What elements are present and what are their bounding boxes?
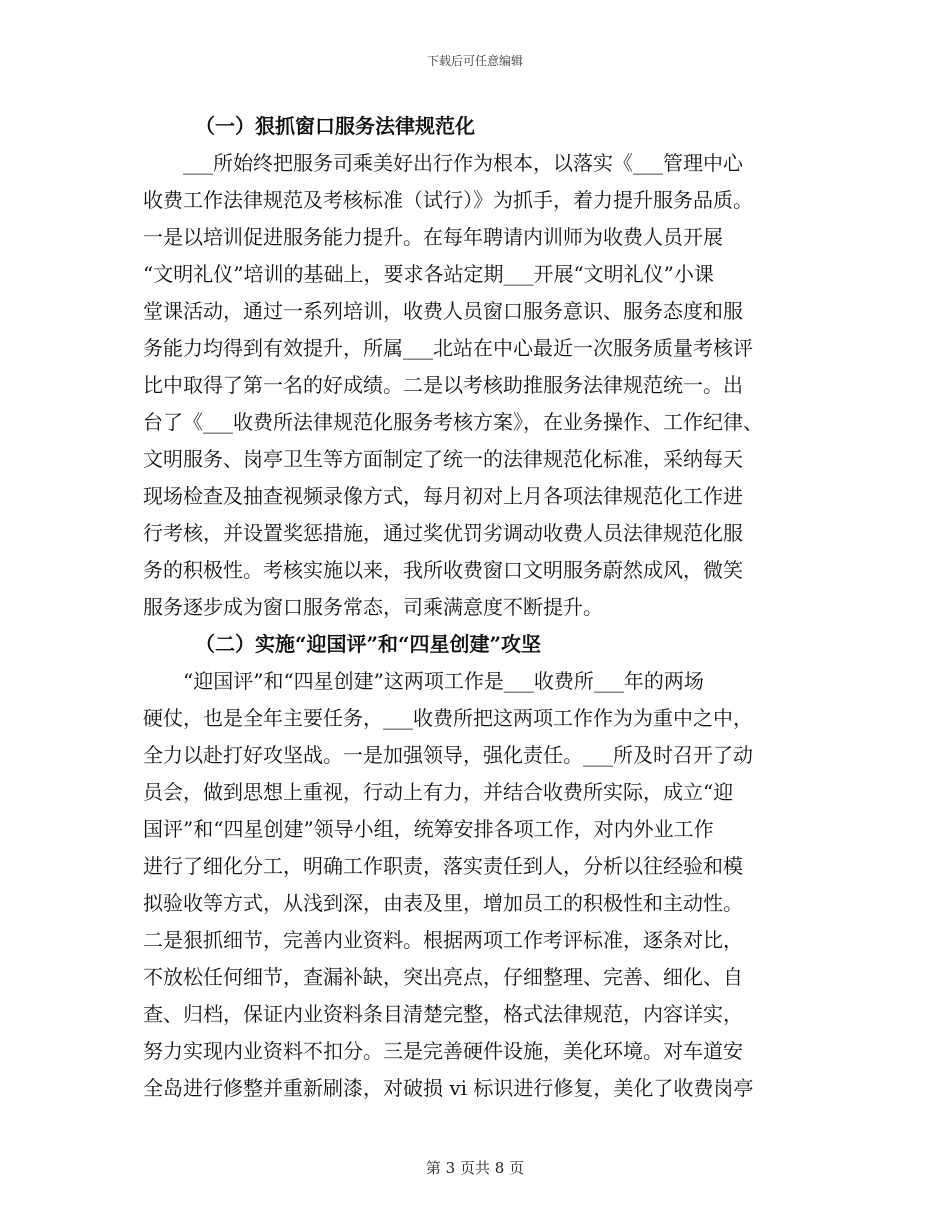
paragraph-line: 努力实现内业资料不扣分。三是完善硬件设施，美化环境。对车道安: [143, 1039, 743, 1063]
paragraph-line: 收费工作法律规范及考核标准（试行）》为抓手，着力提升服务品质。: [143, 188, 753, 212]
paragraph-line: 全岛进行修整并重新刷漆，对破损 vi 标识进行修复，美化了收费岗亭: [143, 1076, 754, 1100]
paragraph-line: “迎国评”和“四星创建”这两项工作是___收费所___年的两场: [183, 669, 704, 693]
paragraph-line: 二是狠抓细节，完善内业资料。根据两项工作考评标准，逐条对比，: [143, 928, 743, 952]
paragraph-line: 堂课活动，通过一系列培训，收费人员窗口服务意识、服务态度和服: [143, 299, 743, 323]
paragraph-line: “文明礼仪”培训的基础上，要求各站定期___开展“文明礼仪”小课: [143, 262, 714, 286]
section-heading-2: （二）实施“迎国评”和“四星创建”攻坚: [195, 632, 542, 656]
paragraph-line: 进行了细化分工，明确工作职责，落实责任到人，分析以往经验和模: [143, 854, 743, 878]
paragraph-line: 台了《___收费所法律规范化服务考核方案》，在业务操作、工作纪律、: [143, 410, 763, 434]
paragraph-line: 拟验收等方式，从浅到深，由表及里，增加员工的积极性和主动性。: [143, 891, 743, 915]
paragraph-line: 现场检查及抽查视频录像方式，每月初对上月各项法律规范化工作进: [143, 484, 743, 508]
paragraph-line: 全力以赴打好攻坚战。一是加强领导，强化责任。___所及时召开了动: [143, 743, 753, 767]
paragraph-line: 服务逐步成为窗口服务常态，司乘满意度不断提升。: [143, 595, 603, 619]
paragraph-line: 国评”和“四星创建”领导小组，统筹安排各项工作，对内外业工作: [143, 817, 714, 841]
paragraph-line: 一是以培训促进服务能力提升。在每年聘请内训师为收费人员开展: [143, 225, 723, 249]
paragraph-line: 务的积极性。考核实施以来，我所收费窗口文明服务蔚然成风，微笑: [143, 558, 743, 582]
page-header: 下载后可任意编辑: [426, 54, 523, 68]
paragraph-line: 不放松任何细节，查漏补缺，突出亮点，仔细整理、完善、细化、自: [143, 965, 743, 989]
paragraph-line: 比中取得了第一名的好成绩。二是以考核助推服务法律规范统一。出: [143, 373, 743, 397]
section-heading-1: （一）狠抓窗口服务法律规范化: [195, 114, 475, 138]
paragraph-line: 行考核，并设置奖惩措施，通过奖优罚劣调动收费人员法律规范化服: [143, 521, 743, 545]
paragraph-line: 查、归档，保证内业资料条目清楚完整，格式法律规范，内容详实，: [143, 1002, 743, 1026]
paragraph-line: ___所始终把服务司乘美好出行作为根本，以落实《___管理中心: [183, 151, 743, 175]
document-body: [143, 108, 833, 1107]
paragraph-line: 文明服务、岗亭卫生等方面制定了统一的法律规范化标准，采纳每天: [143, 447, 743, 471]
paragraph-line: 员会，做到思想上重视，行动上有力，并结合收费所实际，成立“迎: [143, 780, 734, 804]
paragraph-line: 务能力均得到有效提升，所属___北站在中心最近一次服务质量考核评: [143, 336, 753, 360]
page-footer: 第 3 页共 8 页: [425, 1159, 525, 1177]
paragraph-line: 硬仗，也是全年主要任务，___收费所把这两项工作作为为重中之中，: [143, 706, 753, 730]
